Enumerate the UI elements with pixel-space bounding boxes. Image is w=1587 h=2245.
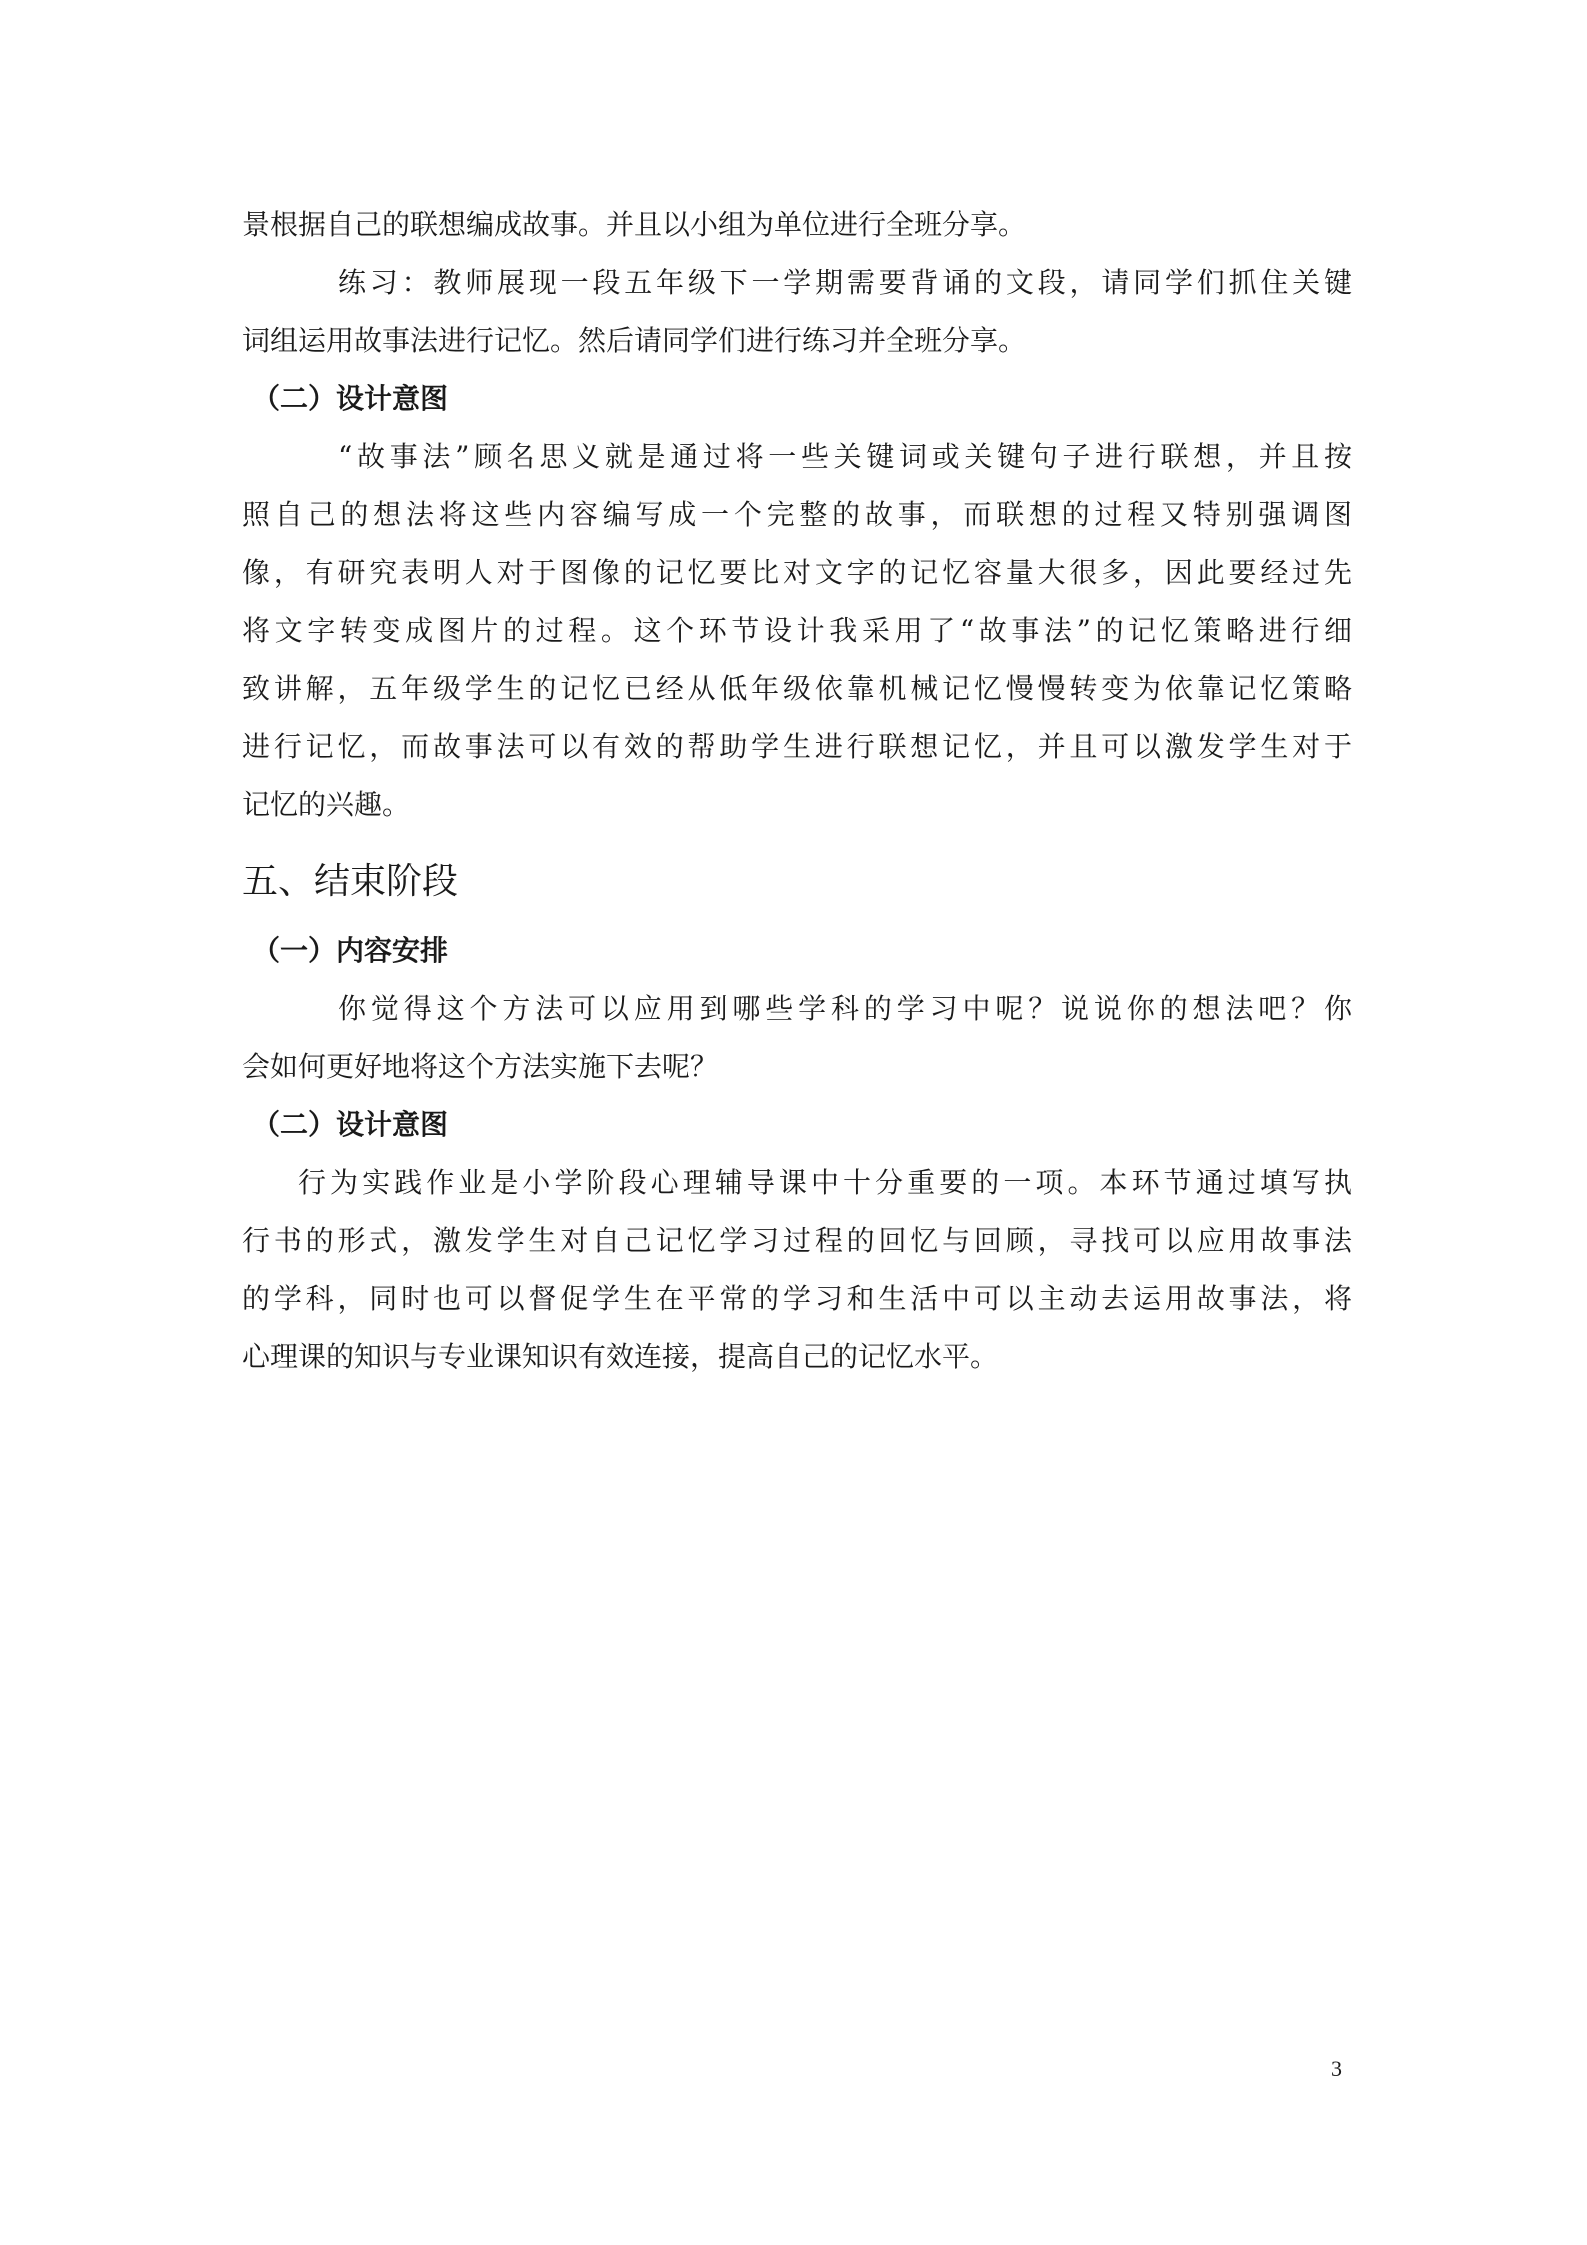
paragraph-line: 致讲解，五年级学生的记忆已经从低年级依靠机械记忆慢慢转变为依靠记忆策略 bbox=[242, 672, 1352, 705]
page-number: 3 bbox=[1331, 2056, 1342, 2081]
design-intent-heading: （二）设计意图 bbox=[252, 382, 449, 415]
paragraph-line: 像，有研究表明人对于图像的记忆要比对文字的记忆容量大很多，因此要经过先 bbox=[242, 556, 1352, 589]
paragraph-line: 景根据自己的联想编成故事。并且以小组为单位进行全班分享。 bbox=[242, 208, 1027, 241]
practice-line: 词组运用故事法进行记忆。然后请同学们进行练习并全班分享。 bbox=[242, 324, 1027, 357]
paragraph-line: 你觉得这个方法可以应用到哪些学科的学习中呢？说说你的想法吧？你 bbox=[338, 992, 1352, 1025]
practice-line: 练习：教师展现一段五年级下一学期需要背诵的文段，请同学们抓住关键 bbox=[338, 266, 1352, 299]
paragraph-line: 照自己的想法将这些内容编写成一个完整的故事，而联想的过程又特别强调图 bbox=[242, 498, 1352, 531]
paragraph-line: 行书的形式，激发学生对自己记忆学习过程的回忆与回顾，寻找可以应用故事法 bbox=[242, 1224, 1352, 1257]
paragraph-line: 将文字转变成图片的过程。这个环节设计我采用了“故事法”的记忆策略进行细 bbox=[242, 614, 1352, 647]
paragraph-line: 的学科，同时也可以督促学生在平常的学习和生活中可以主动去运用故事法，将 bbox=[242, 1282, 1352, 1315]
page-content bbox=[242, 196, 1352, 1386]
paragraph-line: 行为实践作业是小学阶段心理辅导课中十分重要的一项。本环节通过填写执 bbox=[298, 1166, 1352, 1199]
content-arrangement-heading: （一）内容安排 bbox=[252, 934, 449, 967]
paragraph-line: 心理课的知识与专业课知识有效连接，提高自己的记忆水平。 bbox=[242, 1340, 999, 1373]
paragraph-line: “故事法”顾名思义就是通过将一些关键词或关键句子进行联想，并且按 bbox=[338, 440, 1352, 473]
section-title: 五、结束阶段 bbox=[242, 861, 459, 902]
design-intent-heading: （二）设计意图 bbox=[252, 1108, 449, 1141]
paragraph-line: 会如何更好地将这个方法实施下去呢？ bbox=[242, 1050, 719, 1083]
paragraph-line: 进行记忆，而故事法可以有效的帮助学生进行联想记忆，并且可以激发学生对于 bbox=[242, 730, 1352, 763]
paragraph-line: 记忆的兴趣。 bbox=[242, 788, 411, 821]
